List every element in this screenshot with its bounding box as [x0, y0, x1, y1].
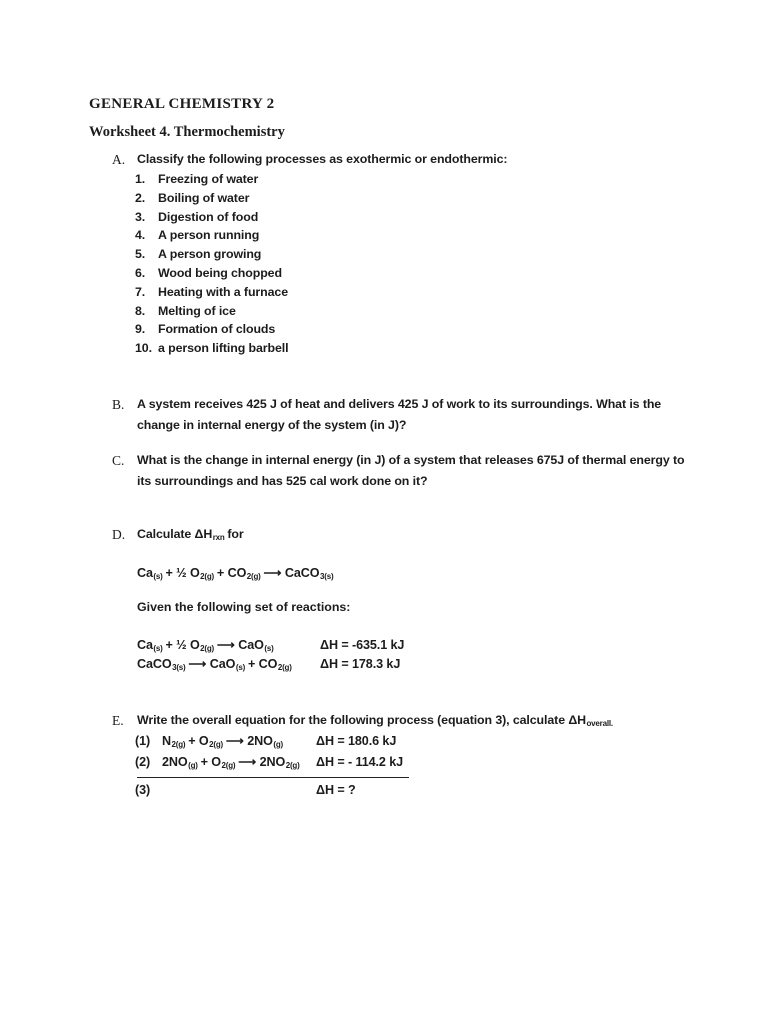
reaction-row	[137, 636, 699, 655]
sum-line	[137, 777, 409, 778]
numbered-equations	[89, 731, 699, 801]
item-text: Heating with a furnace	[158, 284, 288, 299]
equation-number: (1)	[135, 733, 151, 748]
section-e	[112, 710, 699, 731]
item-number: 4.	[135, 228, 146, 243]
delta-h-value: ΔH = 180.6 kJ	[316, 733, 397, 748]
equation-row	[135, 731, 699, 752]
list-item	[135, 245, 699, 264]
item-number: 1.	[135, 172, 146, 186]
equation-body	[162, 780, 316, 801]
item-text: A person running	[158, 228, 260, 243]
item-text: a person lifting barbell	[158, 341, 289, 356]
list-item	[135, 283, 699, 302]
document-title: GENERAL CHEMISTRY 2	[89, 96, 275, 112]
list-item	[135, 208, 699, 227]
delta-h-value: ΔH = - 114.2 kJ	[316, 754, 404, 769]
list-item	[135, 320, 699, 339]
section-a	[112, 149, 699, 170]
item-number: 7.	[135, 284, 146, 299]
given-reactions-label: Given the following set of reactions:	[137, 599, 351, 614]
delta-h-value: ΔH = 178.3 kJ	[320, 656, 401, 671]
item-text: Digestion of food	[158, 209, 259, 224]
process-list	[135, 170, 699, 358]
list-item	[135, 339, 699, 358]
section-a-prompt: Classify the following processes as exothermic or endothermic:	[137, 152, 508, 166]
section-e-label: E.	[112, 712, 124, 728]
item-text: Freezing of water	[158, 172, 259, 186]
list-item	[135, 302, 699, 321]
section-c-prompt: What is the change in internal energy (in J) of a system that releases 675J of thermal energy to its surroundings and has 525 cal work done on it?	[137, 452, 685, 488]
list-item	[135, 226, 699, 245]
item-number: 6.	[135, 265, 146, 280]
delta-h-value: ΔH = ?	[316, 782, 356, 797]
equation-number: (2)	[135, 754, 151, 769]
section-c-label: C.	[112, 452, 125, 468]
item-number: 10.	[135, 341, 152, 356]
section-d-label: D.	[112, 526, 126, 542]
list-item	[135, 189, 699, 208]
section-d	[112, 524, 699, 545]
section-b	[112, 394, 699, 436]
item-text: Boiling of water	[158, 190, 250, 205]
worksheet-content	[89, 95, 699, 801]
equation-row	[135, 752, 699, 773]
reaction-equation: CaCO$_{3(s)}$ ⟶ $CaO_{(s)} + CO_{2(g)}$	[137, 656, 292, 673]
section-d-prompt: Calculate $\Delta H_{rxn}$ for	[137, 526, 244, 543]
item-text: Melting of ice	[158, 303, 236, 318]
delta-h-value: ΔH = -635.1 kJ	[320, 637, 405, 652]
item-text: Wood being chopped	[158, 265, 282, 280]
item-text: A person growing	[158, 247, 262, 262]
item-number: 9.	[135, 322, 146, 337]
section-a-label: A.	[112, 152, 126, 167]
item-text: Formation of clouds	[158, 322, 276, 337]
document-subtitle: Worksheet 4. Thermochemistry	[89, 124, 285, 140]
equation-number: (3)	[135, 782, 151, 797]
equation-body: $2NO_{(g)} + O_{2(g)}$ ⟶ $2NO_{2(g)}$	[162, 754, 300, 771]
list-item	[135, 170, 699, 189]
section-b-prompt: A system receives 425 J of heat and delivers 425 J of work to its surroundings. What is the change in internal energy of the system (in J)?	[137, 396, 662, 432]
section-c	[112, 450, 699, 492]
item-number: 5.	[135, 247, 146, 262]
item-number: 8.	[135, 303, 146, 318]
reaction-equation: $Ca_{(s)}$ + ½ $O_{2(g)}$ ⟶ CaO$_{(s)}$	[137, 637, 274, 654]
given-reactions	[89, 636, 699, 674]
equation-row-answer	[135, 780, 699, 801]
reaction-row	[137, 655, 699, 674]
item-number: 3.	[135, 209, 146, 224]
target-equation: $Ca_{(s)}$ + ½ $O_{2(g)} + CO_{2(g)}$ ⟶ CaCO$_{3(s)}$	[137, 565, 334, 582]
equation-body: $N_{2(g)} + O_{2(g)}$ ⟶ $2NO_{(g)}$	[162, 733, 283, 750]
section-b-label: B.	[112, 396, 125, 412]
list-item	[135, 264, 699, 283]
item-number: 2.	[135, 190, 146, 205]
section-e-prompt: Write the overall equation for the following process (equation 3), calculate $\Delta H_{overall.}$	[137, 712, 613, 729]
